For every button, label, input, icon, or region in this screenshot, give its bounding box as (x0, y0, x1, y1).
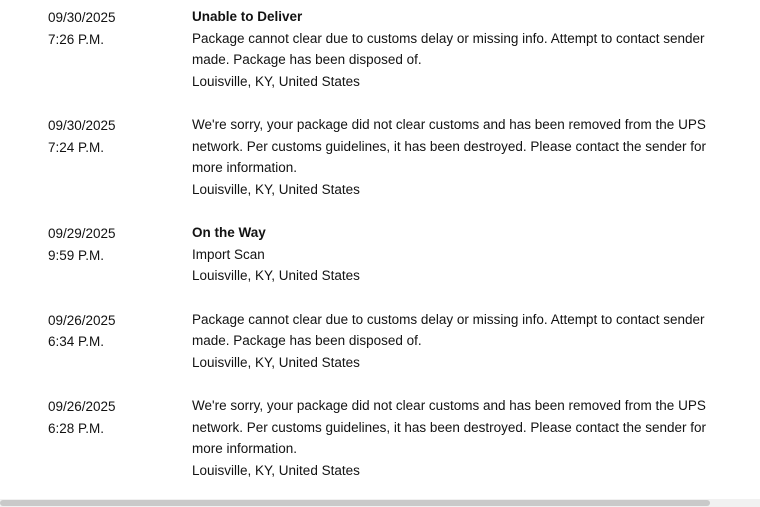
tracking-event-row (0, 114, 760, 200)
event-status: Unable to Deliver (192, 9, 303, 24)
event-separator (0, 92, 760, 114)
tracking-event-row (0, 222, 760, 287)
horizontal-scrollbar[interactable] (0, 499, 760, 507)
event-time: 6:28 P.M. (48, 420, 105, 436)
event-details (192, 395, 712, 481)
tracking-event-row (0, 395, 760, 481)
tracking-event-row (0, 309, 760, 374)
event-date: 09/30/2025 (48, 10, 116, 25)
event-details (192, 222, 712, 287)
event-location: Louisville, KY, United States (192, 181, 360, 197)
event-details (192, 114, 712, 200)
event-date: 09/26/2025 (48, 399, 116, 414)
event-datetime (48, 395, 192, 439)
event-date: 09/29/2025 (48, 226, 116, 241)
event-datetime (48, 114, 192, 158)
event-description: We're sorry, your package did not clear customs and has been removed from the UPS network. Per customs guidelines, it has been destroyed. Please contact the sender for more information. (192, 117, 707, 175)
event-details (192, 309, 712, 374)
event-time: 7:26 P.M. (48, 31, 105, 47)
event-separator (0, 373, 760, 395)
event-datetime (48, 309, 192, 353)
event-location: Louisville, KY, United States (192, 73, 360, 89)
event-separator (0, 200, 760, 222)
event-location: Louisville, KY, United States (192, 268, 360, 283)
event-separator (0, 287, 760, 309)
tracking-event-row (0, 6, 760, 92)
event-description: Import Scan (192, 246, 265, 262)
event-datetime (48, 222, 192, 266)
event-date: 09/26/2025 (48, 312, 116, 328)
event-location: Louisville, KY, United States (192, 462, 360, 478)
event-time: 6:34 P.M. (48, 334, 105, 349)
event-location: Louisville, KY, United States (192, 354, 360, 370)
event-datetime (48, 6, 192, 50)
event-description: We're sorry, your package did not clear customs and has been removed from the UPS network. Per customs guidelines, it has been destroyed. Please contact the sender for more information. (192, 398, 707, 456)
event-description: Package cannot clear due to customs delay or missing info. Attempt to contact sender made. Package has been disposed of. (192, 30, 705, 67)
event-date: 09/30/2025 (48, 118, 116, 133)
event-details (192, 6, 712, 92)
tracking-event-list (0, 6, 760, 481)
event-description: Package cannot clear due to customs delay or missing info. Attempt to contact sender made. Package has been disposed of. (192, 311, 705, 348)
event-time: 7:24 P.M. (48, 139, 105, 155)
event-status: On the Way (192, 225, 266, 240)
scrollbar-thumb[interactable] (0, 500, 710, 506)
event-time: 9:59 P.M. (48, 247, 105, 263)
